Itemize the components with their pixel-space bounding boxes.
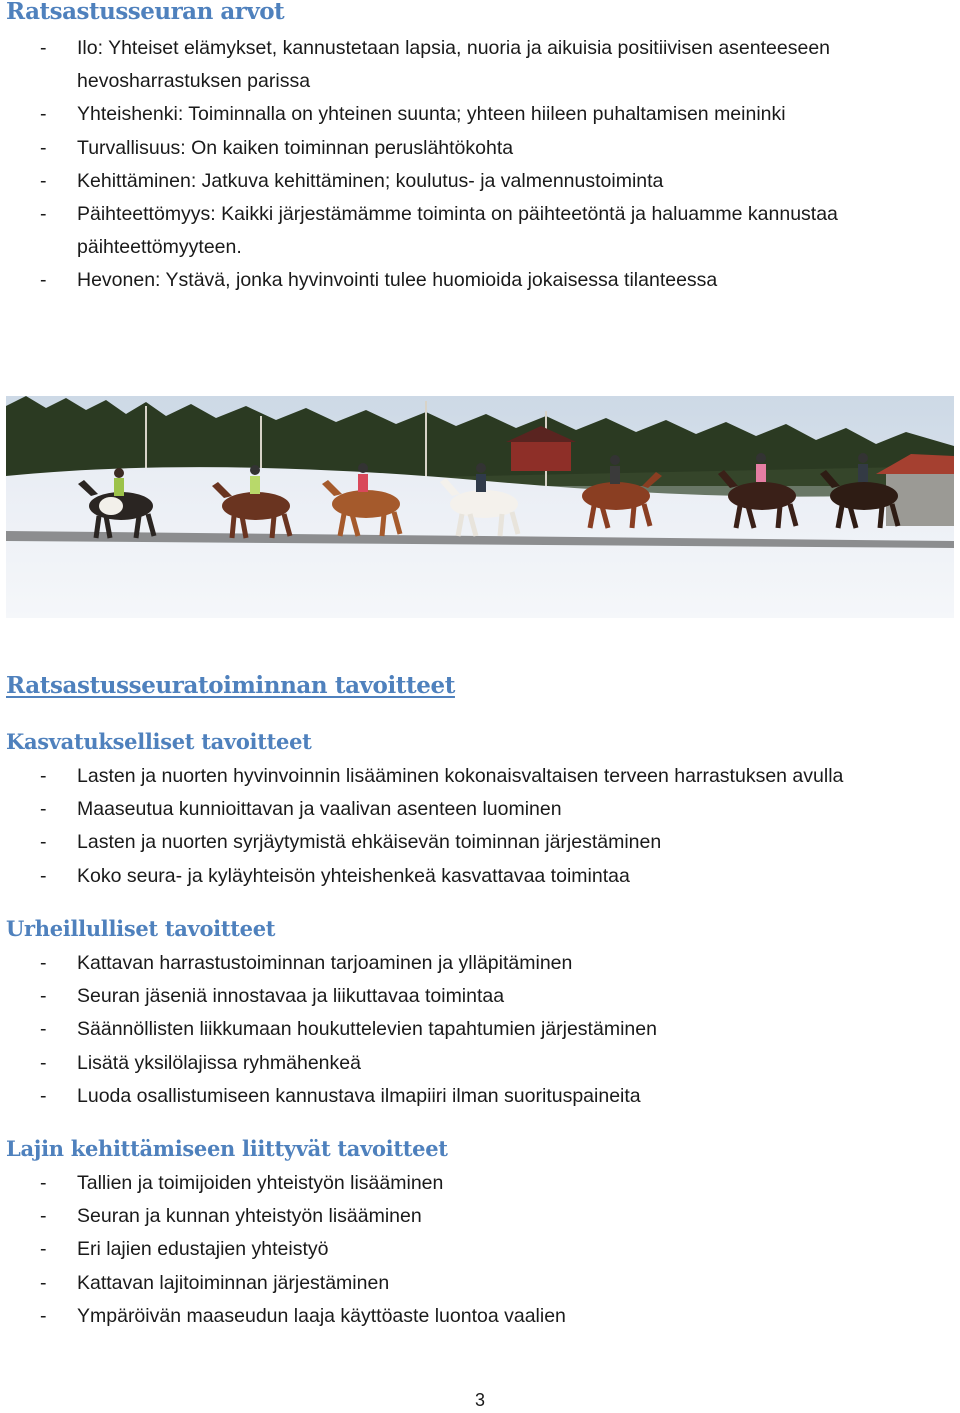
list-item: - Lasten ja nuorten syrjäytymistä ehkäisevän toiminnan järjestäminen bbox=[40, 831, 662, 854]
list-item: - Lasten ja nuorten hyvinvoinnin lisääminen kokonaisvaltaisen terveen harrastuksen avulla bbox=[40, 765, 844, 787]
sports-goals-heading: Urheillulliset tavoitteet bbox=[6, 916, 276, 941]
riders-photo bbox=[6, 396, 954, 618]
list-item: - Seuran ja kunnan yhteistyön lisääminen bbox=[40, 1205, 422, 1228]
educational-goals-heading: Kasvatukselliset tavoitteet bbox=[6, 729, 312, 754]
development-goals-heading: Lajin kehittämiseen liittyvät tavoitteet bbox=[6, 1136, 448, 1161]
development-goals-list bbox=[0, 1167, 950, 1333]
list-item: - Ympäröivän maaseudun laaja käyttöaste luontoa vaalien bbox=[40, 1304, 566, 1327]
values-heading: Ratsastusseuran arvot bbox=[6, 0, 285, 25]
list-item: - Maaseutua kunnioittavan ja vaalivan asenteen luominen bbox=[40, 798, 562, 821]
list-item: - Luoda osallistumiseen kannustava ilmapiiri ilman suorituspaineita bbox=[40, 1084, 641, 1107]
list-item: - Yhteishenki: Toiminnalla on yhteinen suunta; yhteen hiileen puhaltamisen meininki bbox=[40, 103, 786, 126]
list-item: - Kehittäminen: Jatkuva kehittäminen; koulutus- ja valmennustoiminta bbox=[40, 169, 664, 192]
list-item: - Kattavan harrastustoiminnan tarjoaminen ja ylläpitäminen bbox=[40, 952, 573, 974]
list-item: - Kattavan lajitoiminnan järjestäminen bbox=[40, 1271, 390, 1294]
page-number: 3 bbox=[474, 1390, 485, 1410]
list-item: - Lisätä yksilölajissa ryhmähenkeä bbox=[40, 1051, 361, 1074]
list-item: - Koko seura- ja kyläyhteisön yhteishenkeä kasvattavaa toimintaa bbox=[40, 864, 630, 887]
list-item: - Ilo: Yhteiset elämykset, kannustetaan lapsia, nuoria ja aikuisia positiivisen asenteeseen hevosharrastuksen parissa bbox=[40, 37, 831, 93]
list-item: - Seuran jäseniä innostavaa ja liikuttavaa toimintaa bbox=[40, 985, 505, 1008]
list-item: - Eri lajien edustajien yhteistyö bbox=[40, 1238, 329, 1261]
list-item: - Tallien ja toimijoiden yhteistyön lisääminen bbox=[40, 1172, 444, 1194]
list-item: - Turvallisuus: On kaiken toiminnan peruslähtökohta bbox=[40, 136, 514, 159]
list-item: - Säännöllisten liikkumaan houkuttelevien tapahtumien järjestäminen bbox=[40, 1018, 657, 1041]
list-item: - Päihteettömyys: Kaikki järjestämämme toiminta on päihteetöntä ja haluamme kannustaa päihteettömyyteen. bbox=[40, 203, 838, 259]
list-item: - Hevonen: Ystävä, jonka hyvinvointi tulee huomioida jokaisessa tilanteessa bbox=[40, 269, 718, 292]
sports-goals-list bbox=[0, 947, 950, 1113]
goals-heading: Ratsastusseuratoiminnan tavoitteet bbox=[6, 672, 455, 699]
educational-goals-list bbox=[0, 760, 950, 893]
values-list bbox=[0, 32, 950, 298]
